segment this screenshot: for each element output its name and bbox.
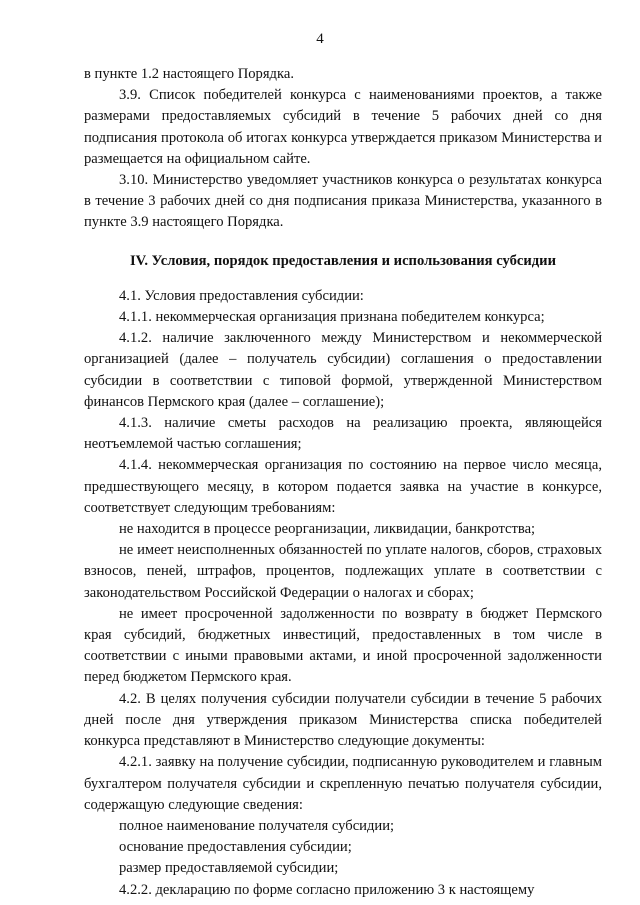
- application-detail-item: полное наименование получателя субсидии;: [119, 817, 395, 834]
- section-heading: IV. Условия, порядок предоставления и использования субсидии: [129, 252, 556, 269]
- application-detail-item: основание предоставления субсидии;: [119, 839, 352, 856]
- paragraph-4-1-3: 4.1.3. наличие сметы расходов на реализацию проекта, являющейся неотъемлемой частью соглашения;: [84, 415, 602, 453]
- paragraph-continuation: в пункте 1.2 настоящего Порядка.: [84, 66, 294, 82]
- paragraph-4-2-2: 4.2.2. декларацию по форме согласно приложению 3 к настоящему: [119, 881, 535, 898]
- document-body: [84, 64, 602, 901]
- paragraph-3-10: 3.10. Министерство уведомляет участников конкурса о результатах конкурса в течение 3 рабочих дней со дня подписания приказа Министерства, указанного в пункте 3.9 настоящего Порядка.: [84, 172, 602, 231]
- paragraph-4-1-1: 4.1.1. некоммерческая организация признана победителем конкурса;: [119, 309, 545, 326]
- paragraph-4-2-1: 4.2.1. заявку на получение субсидии, подписанную руководителем и главным бухгалтером получателя субсидии и скрепленную печатью получателя субсидии, содержащую следующие сведения:: [84, 754, 602, 813]
- paragraph-4-2: 4.2. В целях получения субсидии получатели субсидии в течение 5 рабочих дней после дня утверждения приказом Министерства списка победителей конкурса представляют в Министерство следующие документы:: [84, 690, 602, 750]
- requirement-item: не имеет неисполненных обязанностей по уплате налогов, сборов, страховых взносов, пеней, штрафов, процентов, подлежащих уплате в соответствии с законодательством Российской Федерации о налогах и сборах;: [84, 542, 602, 601]
- requirement-item: не находится в процессе реорганизации, ликвидации, банкротства;: [119, 521, 536, 538]
- page-number: 4: [316, 31, 324, 47]
- application-detail-item: размер предоставляемой субсидии;: [119, 860, 339, 877]
- paragraph-4-1-4: 4.1.4. некоммерческая организация по состоянию на первое число месяца, предшествующего месяцу, в котором подается заявка на участие в конкурсе, соответствует следующим требованиям:: [84, 457, 602, 516]
- paragraph-4-1-2: 4.1.2. наличие заключенного между Министерством и некоммерческой организацией (далее – получатель субсидии) соглашения о предоставлении субсидии в соответствии с типовой формой, утвержденной Министерством финансов Пермского края (далее – соглашение);: [84, 330, 602, 410]
- paragraph-3-9: 3.9. Список победителей конкурса с наименованиями проектов, а также размерами предоставляемых субсидий в течение 5 рабочих дней со дня подписания протокола об итогах конкурса утверждается приказом Министерства и размещается на официальном сайте.: [84, 87, 602, 167]
- requirement-item: не имеет просроченной задолженности по возврату в бюджет Пермского края субсидий, бюджетных инвестиций, предоставленных в том числе в соответствии с иными правовыми актами, и иной просроченной задолженности перед бюджетом Пермского края.: [84, 605, 602, 686]
- paragraph-4-1: 4.1. Условия предоставления субсидии:: [119, 287, 364, 304]
